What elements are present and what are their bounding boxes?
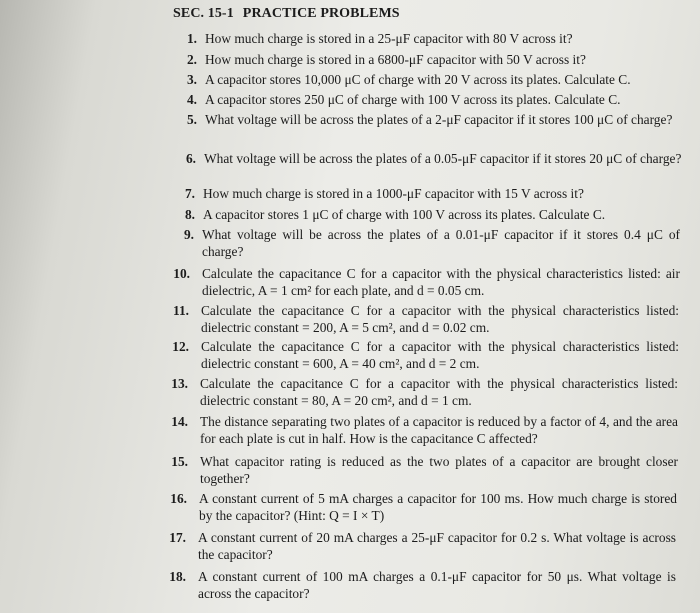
- problem-number: 10.: [173, 266, 190, 281]
- problem-number: 1.: [186, 31, 197, 46]
- problem-number: 9.: [183, 227, 194, 242]
- problem-number: 12.: [172, 339, 189, 354]
- problem-number: 4.: [186, 92, 197, 107]
- problem-number: 8.: [184, 207, 195, 222]
- problem-text: Calculate the capacitance C for a capacitor with the physical characteristics listed: dielectric constant = 80, A = 20 cm², and d = 1 cm.: [200, 376, 678, 408]
- problem-text: The distance separating two plates of a capacitor is reduced by a factor of 4, and the area for each plate is cut in half. How is the capacitance C affected?: [200, 414, 678, 446]
- problem-text: What capacitor rating is reduced as the two plates of a capacitor are brought closer together?: [200, 454, 678, 486]
- problem-number: 18.: [169, 569, 186, 584]
- problem-text: A capacitor stores 250 μC of charge with 100 V across its plates. Calculate C.: [205, 92, 621, 107]
- section-title: PRACTICE PROBLEMS: [242, 6, 400, 21]
- problem-text: Calculate the capacitance C for a capacitor with the physical characteristics listed: dielectric constant = 600, A = 40 cm², and d = 2 cm.: [201, 339, 679, 371]
- problem-text: Calculate the capacitance C for a capacitor with the physical characteristics listed: dielectric constant = 200, A = 5 cm², and d = 0.02 cm.: [201, 303, 679, 335]
- problem-number: 5.: [186, 112, 197, 127]
- problem-number: 6.: [185, 151, 196, 166]
- problem-text: What voltage will be across the plates of a 2-μF capacitor if it stores 100 μC of charge?: [205, 112, 673, 127]
- problem-number: 13.: [171, 376, 188, 391]
- problem-text: How much charge is stored in a 6800-μF capacitor with 50 V across it?: [205, 52, 586, 67]
- problem-text: How much charge is stored in a 25-μF capacitor with 80 V across it?: [205, 31, 573, 46]
- problem-text: A constant current of 100 mA charges a 0.1-μF capacitor for 50 μs. What voltage is across the capacitor?: [198, 569, 676, 601]
- problem-text: How much charge is stored in a 1000-μF capacitor with 15 V across it?: [203, 186, 584, 201]
- section-heading: [173, 6, 400, 22]
- problem-number: 15.: [171, 454, 188, 469]
- section-number: SEC. 15-1: [173, 6, 234, 21]
- problem-number: 11.: [173, 303, 189, 318]
- problem-number: 7.: [184, 186, 195, 201]
- problem-text: Calculate the capacitance C for a capacitor with the physical characteristics listed: air dielectric, A = 1 cm² for each plate, and d = 0.05 cm.: [202, 266, 680, 298]
- problem-text: What voltage will be across the plates of a 0.05-μF capacitor if it stores 20 μC of charge?: [204, 151, 682, 166]
- problem-number: 3.: [186, 72, 197, 87]
- problem-number: 16.: [170, 491, 187, 506]
- problem-text: A capacitor stores 10,000 μC of charge with 20 V across its plates. Calculate C.: [205, 72, 631, 87]
- problem-text: A constant current of 5 mA charges a capacitor for 100 ms. How much charge is stored by the capacitor? (Hint: Q = I × T): [199, 491, 677, 523]
- problem-number: 17.: [169, 530, 186, 545]
- problem-text: A capacitor stores 1 μC of charge with 100 V across its plates. Calculate C.: [203, 207, 606, 222]
- problem-text: A constant current of 20 mA charges a 25-μF capacitor for 0.2 s. What voltage is across the capacitor?: [198, 530, 676, 562]
- problem-number: 14.: [171, 414, 188, 429]
- problem-number: 2.: [186, 52, 197, 67]
- problem-text: What voltage will be across the plates of a 0.01-μF capacitor if it stores 0.4 μC of charge?: [202, 227, 680, 259]
